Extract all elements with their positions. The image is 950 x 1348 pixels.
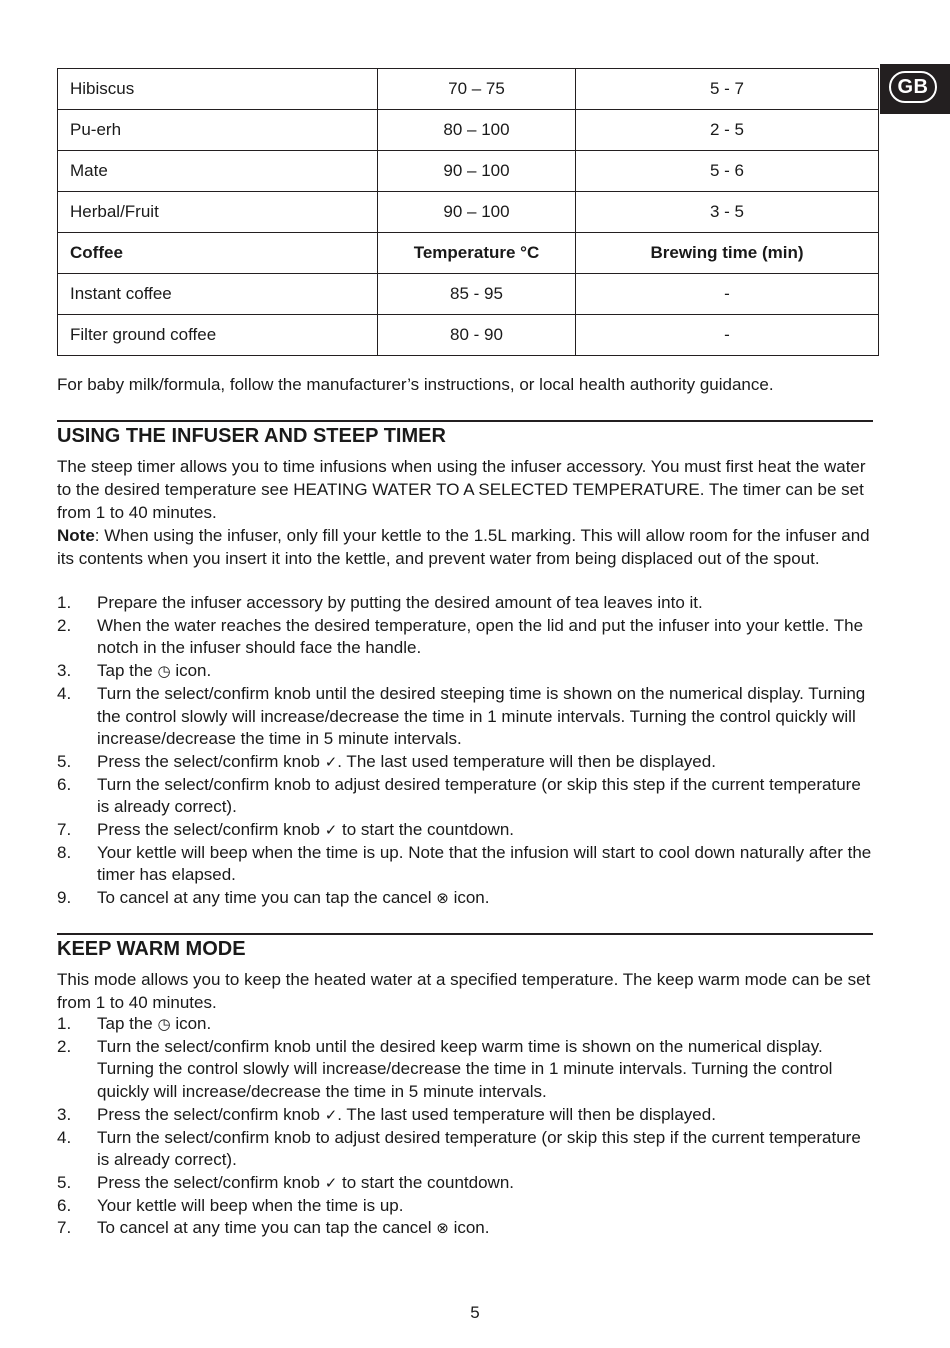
brewing-time-cell: 5 - 6: [576, 151, 879, 192]
temperature-cell: 80 - 90: [378, 315, 576, 356]
step-number: 9.: [57, 888, 72, 908]
keep-warm-intro: This mode allows you to keep the heated water at a specified temperature. The keep warm mode can be set from 1 to 40 minutes.: [57, 970, 871, 1012]
step-number: 6.: [57, 774, 72, 794]
temperature-cell: 80 – 100: [378, 110, 576, 151]
table-row: [58, 315, 879, 356]
step-text: Prepare the infuser accessory by putting the desired amount of tea leaves into it.: [97, 593, 703, 612]
infuser-note: [57, 524, 877, 570]
step-item: [57, 1104, 877, 1127]
step-text: When the water reaches the desired temperature, open the lid and put the infuser into your kettle. The notch in the infuser should face the handle.: [97, 615, 864, 658]
infuser-intro: The steep timer allows you to time infusions when using the infuser accessory. You must first heat the water to the desired temperature see HEATING WATER TO A SELECTED TEMPERATURE. The timer can be set from 1 to 40 minutes.: [57, 457, 866, 522]
step-text: Tap the: [97, 1014, 158, 1033]
step-number: 8.: [57, 842, 72, 862]
step-text: . The last used temperature will then be displayed.: [337, 751, 716, 771]
temperature-cell: 85 - 95: [378, 274, 576, 315]
beverage-cell: Herbal/Fruit: [58, 192, 378, 233]
language-badge: GB: [889, 71, 937, 103]
timer-icon: ◷: [157, 662, 171, 681]
step-item: [57, 1036, 877, 1104]
step-text: Press the select/confirm knob: [97, 1172, 325, 1192]
check-icon: ✓: [324, 821, 338, 840]
step-item: [57, 592, 877, 615]
table-row: [58, 192, 879, 233]
step-number: 7.: [57, 820, 72, 840]
step-number: 5.: [57, 1172, 72, 1192]
check-icon: ✓: [324, 1173, 338, 1192]
step-item: [57, 1127, 877, 1172]
step-number: 1.: [57, 1014, 72, 1033]
step-text: Press the select/confirm knob: [97, 1104, 325, 1124]
step-item: [57, 1013, 877, 1036]
section-divider: [57, 933, 873, 935]
step-number: 3.: [57, 661, 72, 681]
beverage-cell: Pu-erh: [58, 110, 378, 151]
brewing-time-cell: -: [576, 274, 879, 315]
cancel-icon: ⊗: [436, 889, 449, 908]
step-text: Turn the select/confirm knob to adjust desired temperature (or skip this step if the current temperature is already correct).: [97, 774, 861, 817]
language-tab: [880, 64, 950, 114]
baby-milk-note: For baby milk/formula, follow the manufacturer’s instructions, or local health authority guidance.: [57, 375, 774, 394]
step-text: to start the countdown.: [337, 820, 515, 840]
timer-icon: ◷: [157, 1015, 171, 1033]
table-row: [58, 110, 879, 151]
temperature-cell: 70 – 75: [378, 69, 576, 110]
step-item: [57, 1217, 877, 1240]
beverage-cell: Filter ground coffee: [58, 315, 378, 356]
table-row: [58, 151, 879, 192]
step-text: Tap the: [97, 661, 158, 681]
step-text: Your kettle will beep when the time is up. Note that the infusion will start to cool down naturally after the timer has elapsed.: [97, 842, 872, 885]
table-row: [58, 69, 879, 110]
step-number: 6.: [57, 1195, 72, 1215]
step-text: icon.: [170, 1014, 212, 1033]
step-item: [57, 887, 877, 910]
brewing-time-cell: -: [576, 315, 879, 356]
check-icon: ✓: [324, 1105, 338, 1124]
step-item: [57, 660, 877, 683]
infuser-section-title: USING THE INFUSER AND STEEP TIMER: [57, 425, 446, 447]
temperature-cell: 90 – 100: [378, 151, 576, 192]
step-text: Your kettle will beep when the time is up.: [97, 1195, 404, 1215]
page-number: 5: [470, 1303, 480, 1322]
step-text: To cancel at any time you can tap the cancel: [97, 888, 437, 908]
brewing-time-cell: Brewing time (min): [576, 233, 879, 274]
beverage-cell: Mate: [58, 151, 378, 192]
beverage-cell: Hibiscus: [58, 69, 378, 110]
step-text: Turn the select/confirm knob until the desired steeping time is shown on the numerical display. Turning the control slowly will increase/decrease the time in 1 minute intervals. Turning the control quickly will increase/decrease the time in 5 minute intervals.: [97, 683, 866, 749]
step-number: 4.: [57, 1127, 72, 1147]
step-number: 2.: [57, 1036, 72, 1056]
keep-warm-section-title: KEEP WARM MODE: [57, 938, 246, 960]
step-number: 4.: [57, 683, 72, 703]
step-item: [57, 751, 877, 774]
step-number: 1.: [57, 593, 72, 612]
step-item: [57, 1195, 877, 1218]
step-number: 2.: [57, 615, 72, 635]
temperature-table: [57, 68, 879, 356]
brewing-time-cell: 2 - 5: [576, 110, 879, 151]
note-label: Note: [57, 526, 95, 545]
step-item: [57, 842, 877, 887]
section-divider: [57, 420, 873, 422]
step-text: to start the countdown.: [337, 1172, 515, 1192]
infuser-steps-list: [57, 592, 877, 910]
step-text: To cancel at any time you can tap the cancel: [97, 1218, 437, 1238]
step-item: [57, 1172, 877, 1195]
brewing-time-cell: 5 - 7: [576, 69, 879, 110]
step-item: [57, 683, 877, 751]
step-text: Press the select/confirm knob: [97, 820, 325, 840]
temperature-cell: Temperature °C: [378, 233, 576, 274]
step-text: Turn the select/confirm knob to adjust desired temperature (or skip this step if the current temperature is already correct).: [97, 1127, 861, 1170]
beverage-cell: Coffee: [58, 233, 378, 274]
step-number: 7.: [57, 1218, 72, 1238]
step-text: icon.: [170, 661, 212, 681]
step-item: [57, 774, 877, 819]
table-row: [58, 274, 879, 315]
step-text: . The last used temperature will then be displayed.: [337, 1104, 716, 1124]
keep-warm-steps-list: [57, 1013, 877, 1240]
step-text: Turn the select/confirm knob until the desired keep warm time is shown on the numerical display. Turning the control slowly will increase/decrease the time in 1 minute intervals. Turning the control quickly will increase/decrease the time in 5 minute intervals.: [97, 1036, 833, 1102]
brewing-time-cell: 3 - 5: [576, 192, 879, 233]
step-item: [57, 819, 877, 842]
check-icon: ✓: [324, 752, 338, 771]
note-text: : When using the infuser, only fill your kettle to the 1.5L marking. This will allow room for the infuser and its contents when you insert it into the kettle, and prevent water from being displaced out of the spout.: [57, 526, 870, 568]
table-header-row: [58, 233, 879, 274]
cancel-icon: ⊗: [436, 1219, 449, 1238]
step-item: [57, 615, 877, 660]
beverage-cell: Instant coffee: [58, 274, 378, 315]
step-text: Press the select/confirm knob: [97, 751, 325, 771]
temperature-cell: 90 – 100: [378, 192, 576, 233]
step-number: 3.: [57, 1104, 72, 1124]
step-text: icon.: [448, 1218, 490, 1238]
step-text: icon.: [448, 888, 490, 908]
step-number: 5.: [57, 751, 72, 771]
